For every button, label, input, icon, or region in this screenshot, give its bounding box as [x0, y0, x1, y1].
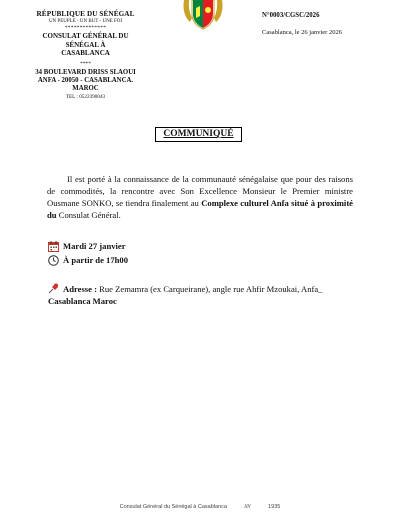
address-line-3: MAROC	[72, 84, 99, 92]
consulate-line-3: CASABLANCA	[61, 49, 110, 57]
body-text-part1: Il est porté à la connaissance de la communauté sénégalaise que pour des raisons de commodités, la rencontre avec Son Excellence Monsieur le Premier ministre Ousmane SONKO, se tiendra finalement au	[47, 174, 353, 208]
body-paragraph	[47, 173, 353, 221]
separator-stars: **************	[64, 25, 107, 31]
event-date: Mardi 27 janvier	[63, 241, 126, 251]
event-time-line	[48, 254, 128, 266]
address-city: Casablanca Maroc	[48, 296, 117, 306]
consulate-line-2: SÉNÉGAL À	[65, 40, 106, 49]
calendar-icon	[48, 241, 59, 252]
address-line-1: 34 BOULEVARD DRISS SLAOUI	[35, 68, 136, 76]
national-motto: UN PEUPLE - UN BUT - UNE FOI	[48, 19, 123, 24]
event-date-line	[48, 240, 126, 252]
telephone: TEL : 0522390043	[65, 93, 106, 100]
event-address	[48, 283, 358, 307]
country-name: RÉPUBLIQUE DU SÉNÉGAL	[36, 10, 135, 18]
separator-small: ****	[80, 60, 91, 67]
reference-number: N°0003/CGSC/2026	[262, 12, 320, 19]
title-box	[155, 127, 242, 142]
place-and-date: Casablanca, le 26 janvier 2026	[262, 29, 342, 36]
page-footer	[0, 504, 400, 510]
address-line-2: ANFA - 20050 - CASABLANCA.	[37, 76, 134, 84]
consulate-line-1: CONSULAT GÉNÉRAL DU	[42, 32, 129, 40]
clock-icon	[48, 255, 59, 266]
footer-separator: ////	[244, 504, 251, 510]
footer-organization: Consulat Général du Sénégal à Casablanca	[119, 504, 227, 510]
address-label: Adresse :	[63, 284, 97, 294]
consulate-name	[18, 32, 153, 58]
letterhead-left	[18, 10, 153, 101]
body-venue-bold: Complexe culturel Anfa situé à proximité du	[47, 198, 353, 220]
document-title: COMMUNIQUÉ	[163, 129, 234, 139]
footer-page: 1935	[268, 504, 281, 510]
address-text: Rue Zemamra (ex Carqueirane), angle rue Ahfir Mzoukai, Anfa_	[96, 284, 323, 294]
pushpin-icon	[48, 283, 59, 294]
body-text-part2: Consulat Général.	[56, 210, 121, 220]
event-time: À partir de 17h00	[63, 255, 129, 265]
consulate-address	[18, 69, 153, 93]
coat-of-arms-emblem	[180, 0, 226, 30]
